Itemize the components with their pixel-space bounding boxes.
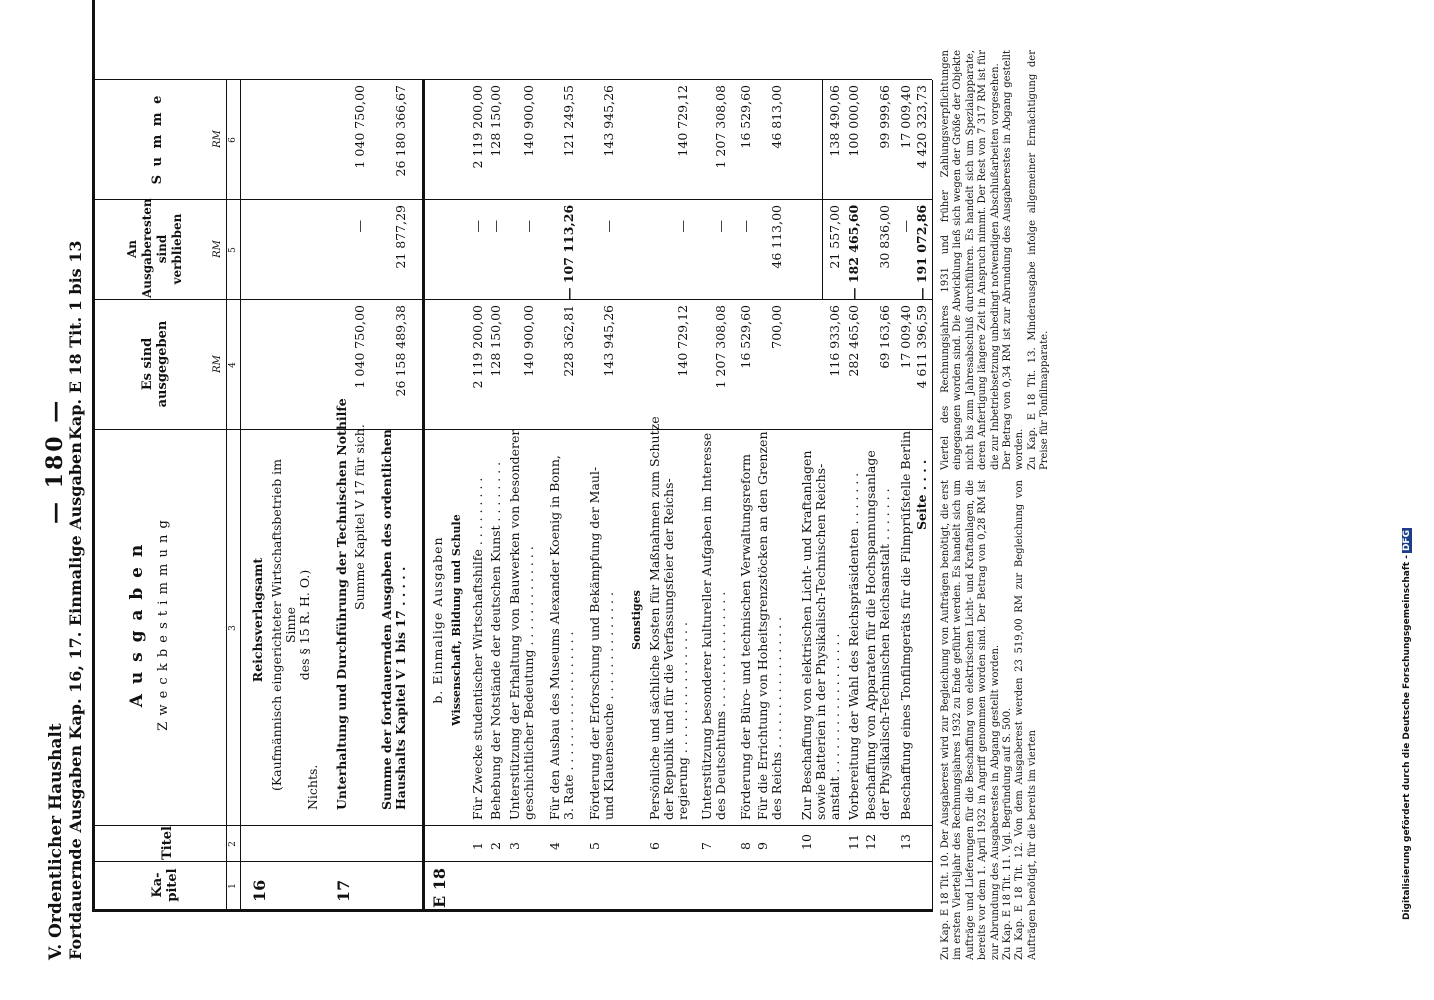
unit-label: RM [212,240,223,258]
col-header-ausgabereste: An Ausgaberesten sind verblieben [125,198,184,298]
col-header-zweck: Z w e c k b e s t i m m u n g [156,519,171,731]
footnote: Zu Kap. E 18 Tit. 13. Minderausgabe infolge allgemeiner Ermächtigung der Preise für Tonfilmapparate. [1026,50,1051,470]
rotated-page: V. Ordentlicher Haushalt Fortdauernde Ausgaben Kap. 16, 17. Einmalige Ausgaben — 180 — Kap. E 18 Tit. 1 bis 13 Ka- pitel Titel A u s g a b e n Z w e c k b e s t i m m u n g Es sind ausgegeben An Ausgaberesten sind verblieben S u m m e RM RM RM 1 2 3 4 5 6 16 Reichsverlagsamt (Kaufmännisch eingerichteter Wirtschaftsbetrieb im Sinne des § 15 R. H. O.) Nichts. 17 Unterhaltung und Durchführung der Technischen Nothilfe Summe Kapitel V 17 für sich. 1 040 750,00 — 1 040 750,00 Summe der fortdauernden Ausgaben des ordentlichen Haushalts Kapitel V 1 bis 17 . . . . . 26 158 489,38 21 877,29 26 180 366,67 E 18 b. Einmalige Ausgaben Wissenschaft, Bildung und Schule 1 Für Zwecke studentischer Wirtschaftshilfe . . . . . . . . . 2 119 200,00 — 2 119 200,00 2 Behebung der Notstände der deutschen Kunst . . . . . . . . 128 150,00 — 128 150,00 3 Unterstützung der Erhaltung von Bauwerken von besonderer geschichtlicher Bedeutung . . . . . . . . . . . . . 140 900,00 — 140 900,00 4 Für den Ausbau des Museums Alexander Koenig in Bonn, 3. Rate . . . . . . . . . . . . . . . . . . 228 362,81 — 107 113,26 121 249,55 5 Förderung der Erforschung und Bekämpfung der Maul- und Klauenseuche . . . . . . . . . . . . . . 143 945,26 — 143 945,26 Sonstiges 6 Persönliche und sächliche Kosten für Maßnahmen zum Schutze der Republik und für die Verfassungsfeier der Reichs- regierung . . . . . . . . . . . . . . . . . 140 729,12 — 140 729,12 7 Unterstützung besonderer kultureller Aufgaben im Interesse des Deutschtums . . . . . . . . . . . . . . . 1 207 308,08 — 1 207 308,08 8 Förderung der Büro- und technischen Verwaltungsreform 16 529,60 — 16 529,60 9 Für die Errichtung von Hoheitsgrenzstöcken an den Grenzen des Reichs . . . . . . . . . . . . . . . . . 700,00 46 113,00 46 813,00 10 Zur Beschaffung von elektrischen Licht- und Kraftanlagen sowie Batterien in der Physikalisch-Technischen Reichs- anstalt . . . . . . . . . . . . . . . . . . 116 933,06 21 557,00 138 490,06 11 Vorbereitung der Wahl des Reichspräsidenten . . . . . . . 282 465,60 — 182 465,60 100 000,00 12 Beschaffung von Apparaten für die Hochspannungsanlage der Physikalisch-Technischen Reichsanstalt . . . . . . . 69 163,66 30 836,00 99 999,66 13 Beschaffung eines Tonfilmgeräts für die Filmprüfstelle Berlin 17 009,40 — 17 009,40 Seite . . . . 4 611 396,59 — 191 072,86 4 420 323,73 Zu Kap. E 18 Tit. 10. Der Ausgaberest wird zur Begleichung von Aufträgen benötigt, die erst im ersten Vierteljahr des Rechnungsjahres 1932 zu Ende geführt werden. Es handelt sich um Aufträge und Lieferungen für die Beschaffung von elektrischen Licht- und Kraftanlagen, die bereits vor dem 1. April 1932 in Angriff genommen worden sind. Der Betrag von 0,28 RM ist zur Abrundung des Ausgaberestes in Abgang gestellt worden. Zu Kap. E 18 Tit. 11. Vgl. Begründung auf S. 500. Zu Kap. E 18 Tit. 12. Von dem Ausgaberest werden 23 519,00 RM zur Begleichung von Aufträgen benötigt, für die bereits im vierten Viertel des Rechnungsjahres 1931 und früher Zahlungsverpflichtungen eingegangen worden sind. Die Abwicklung ließ sich wegen der Größe der Objekte nicht bis zum Jahresabschluß durchführen. Es handelt sich um Spezialapparate, deren Anfertigung längere Zeit in Anspruch nimmt. Der Rest von 7 317 RM ist für die zur Inbetriebsetzung unbedingt notwendigen Abschlußarbeiten vorgesehen. Der Betrag von 0,34 RM ist zur Abrundung des Ausgaberestes in Abgang gestellt worden. Zu Kap. E 18 Tit. 13. Minderausgabe infolge allgemeiner Ermächtigung der Preise für Tonfilmapparate. Digitalisierung gefördert durch die Deutsche Forschungsgemeinschaft -DFG [0,0,1434,1000]
col-rule [92,861,932,862]
header-section: V. Ordentlicher Haushalt [46,723,66,960]
col-header-summe: S u m m e [150,93,165,185]
page-number: — 180 — [42,397,68,524]
footnote: Zu Kap. E 18 Tit. 11. Vgl. Begründung auf S. 500. [1002,707,1014,960]
digitization-credit: Digitalisierung gefördert durch die Deutsche Forschungsgemeinschaft -DFG [1402,530,1412,920]
col-number: 6 [228,137,238,143]
footnote: Zu Kap. E 18 Tit. 10. Der Ausgaberest wird zur Begleichung von Aufträgen benötigt, die erst im ersten Vierteljahr des Rechnungsjahres 1932 zu Ende geführt werden. Es handelt sich um Aufträge und Lieferungen für die Beschaffung von elektrischen Licht- und Kraftanlagen, die bereits vor dem 1. April 1932 in Angriff genommen worden sind. Der Betrag von 0,28 RM ist zur Abrundung des Ausgaberestes in Abgang gestellt worden. [940,480,1001,960]
footnote: Zu Kap. E 18 Tit. 12. Von dem Ausgaberest werden 23 519,00 RM zur Begleichung von Aufträgen benötigt, für die bereits im vierten [1014,480,1038,960]
footnotes-left [940,480,1039,960]
header-rule [226,80,227,912]
section-rule [422,80,425,912]
unit-label: RM [212,355,223,373]
col-number: 2 [228,841,238,847]
col-header-ausgaben: A u s g a b e n [127,542,147,708]
footnote: Der Betrag von 0,34 RM ist zur Abrundung des Ausgaberestes in Abgang gestellt worden. [1002,50,1026,470]
table-left-rule [92,909,932,912]
col-header-titel: Titel [160,826,175,860]
dfg-logo: DFG [1402,530,1412,552]
table-top-rule [92,0,95,912]
footnotes-right [940,50,1052,470]
header-chapter: Kap. E 18 Tit. 1 bis 13 [66,240,85,440]
table-bottom-rule [932,80,933,912]
col-number: 4 [228,362,238,368]
col-header-ausgegeben: Es sind ausgegeben [140,320,170,408]
footnote: Viertel des Rechnungsjahres 1931 und früher Zahlungsverpflichtungen eingegangen worden sind. Die Abwicklung ließ sich wegen der Größe der Objekte nicht bis zum Jahresabschluß durchführen. Es handelt sich um Spezialapparate, deren Anfertigung längere Zeit in Anspruch nimmt. Der Rest von 7 317 RM ist für die zur Inbetriebsetzung unbedingt notwendigen Abschlußarbeiten vorgesehen. [940,50,1001,470]
col-number: 5 [228,247,238,253]
sum-rule [822,80,823,300]
unit-label: RM [212,130,223,148]
header-rule [240,80,241,912]
header-subtitle: Fortdauernde Ausgaben Kap. 16, 17. Einmalige Ausgaben [66,442,85,960]
col-number: 1 [228,883,238,889]
col-header-kapitel: Ka- pitel [150,868,180,902]
col-number: 3 [228,625,238,631]
col-rule [92,825,932,826]
